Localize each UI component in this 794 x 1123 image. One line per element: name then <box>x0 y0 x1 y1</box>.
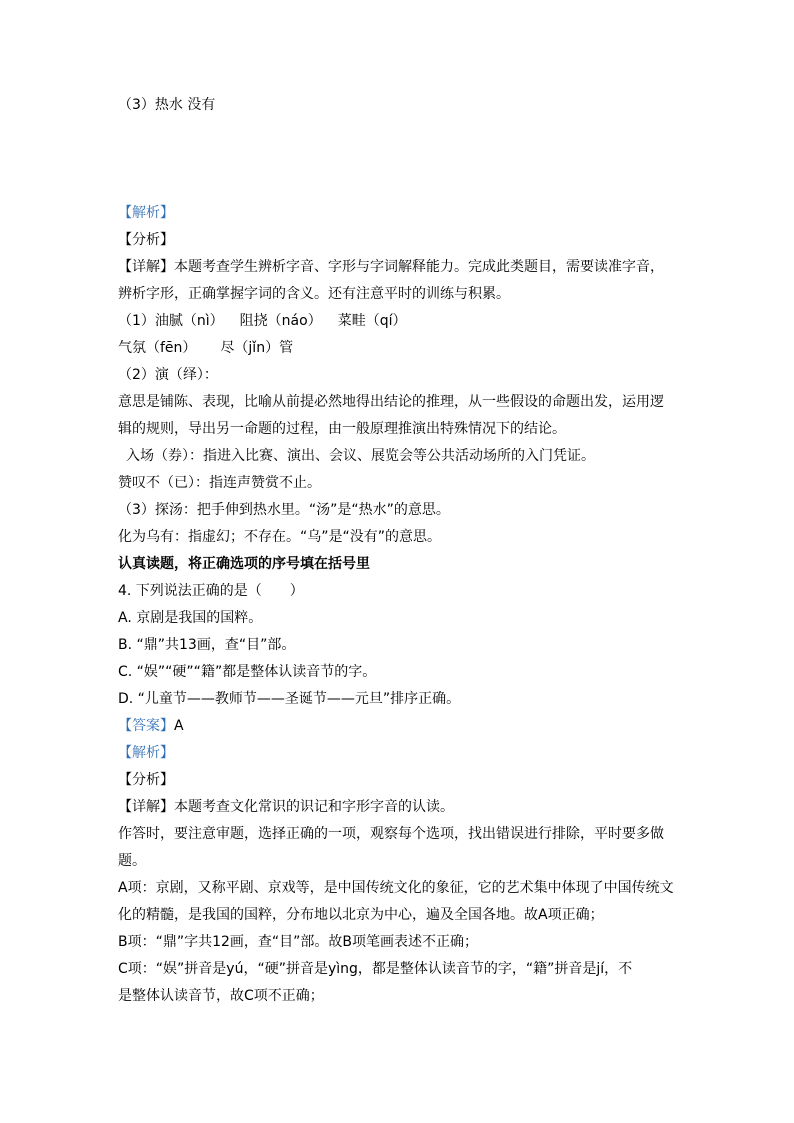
explanation-line: 是整体认读音节，故C项不正确； <box>118 988 324 1004</box>
explanation-line: 入场（券）：指进入比赛、演出、会议、展览会等公共活动场所的入门凭证。 <box>126 448 595 464</box>
pinyin-item: 菜畦（qí） <box>337 313 407 329</box>
option-c: C. “娱”“硬”“籍”都是整体认读音节的字。 <box>118 664 377 680</box>
explanation-line: 化的精髓，是我国的国粹，分布地以北京为中心，遍及全国各地。故A项正确； <box>118 907 604 923</box>
explanation-line: 题。 <box>118 853 146 869</box>
explanation-line: 意思是铺陈、表现，比喻从前提必然地得出结论的推理，从一些假设的命题出发，运用逻 <box>118 394 664 410</box>
explanation-line: 化为乌有：指虚幻；不存在。“乌”是“没有”的意思。 <box>118 529 442 545</box>
explanation-tag: 【详解】 <box>118 799 174 815</box>
analysis-heading: 【解析】 <box>118 205 174 221</box>
option-d: D. “儿童节——教师节——圣诞节——元旦”排序正确。 <box>118 691 461 707</box>
explanation-line: （2）演（绎）： <box>118 367 218 383</box>
explanation-line <box>118 256 678 278</box>
answer-item-3: （3）热水 没有 <box>118 97 216 113</box>
answer-tag: 【答案】 <box>118 718 174 734</box>
pinyin-item: 气氛（fēn） <box>118 340 197 356</box>
explanation-line: 赞叹不（已）：指连声赞赏不止。 <box>118 475 321 491</box>
option-a: A. 京剧是我国的国粹。 <box>118 610 263 626</box>
option-b: B. “鼎”共13画，查“目”部。 <box>118 637 296 653</box>
explanation-line: 辨析字形，正确掌握字词的含义。还有注意平时的训练与积累。 <box>118 286 510 302</box>
explanation-line <box>118 796 678 818</box>
pinyin-item: 阻挠（náo） <box>239 313 322 329</box>
explanation-text: 本题考查文化常识的识记和字形字音的认读。 <box>174 799 454 815</box>
explanation-text: 本题考查学生辨析字音、字形与字词解释能力。完成此类题目，需要读准字音， <box>174 259 664 275</box>
analysis-subheading: 【分析】 <box>118 232 174 248</box>
analysis-subheading: 【分析】 <box>118 772 174 788</box>
explanation-line: A项：京剧，又称平剧、京戏等，是中国传统文化的象征，它的艺术集中体现了中国传统文 <box>118 880 674 896</box>
analysis-heading: 【解析】 <box>118 745 174 761</box>
pinyin-item: （1）油腻（nì） <box>118 313 224 329</box>
explanation-line: B项：“鼎”字共12画，查“目”部。故B项笔画表述不正确； <box>118 934 479 950</box>
pinyin-row-1 <box>118 310 678 332</box>
explanation-tag: 【详解】 <box>118 259 174 275</box>
question-4: 4. 下列说法正确的是（ ） <box>118 583 304 599</box>
section-instruction: 认真读题，将正确选项的序号填在括号里 <box>118 556 370 572</box>
answer-value: A <box>174 718 184 734</box>
answer-line <box>118 715 678 737</box>
pinyin-item: 尽（jǐn）管 <box>220 340 294 356</box>
explanation-line: （3）探汤：把手伸到热水里。“汤”是“热水”的意思。 <box>118 502 450 518</box>
explanation-line: 辑的规则，导出另一命题的过程，由一般原理推演出特殊情况下的结论。 <box>118 421 566 437</box>
pinyin-row-2 <box>118 337 678 359</box>
explanation-line: 作答时，要注意审题，选择正确的一项，观察每个选项，找出错误进行排除，平时要多做 <box>118 826 664 842</box>
explanation-line: C项：“娱”拼音是yú，“硬”拼音是yìng，都是整体认读音节的字，“籍”拼音是jí，不 <box>118 961 633 977</box>
